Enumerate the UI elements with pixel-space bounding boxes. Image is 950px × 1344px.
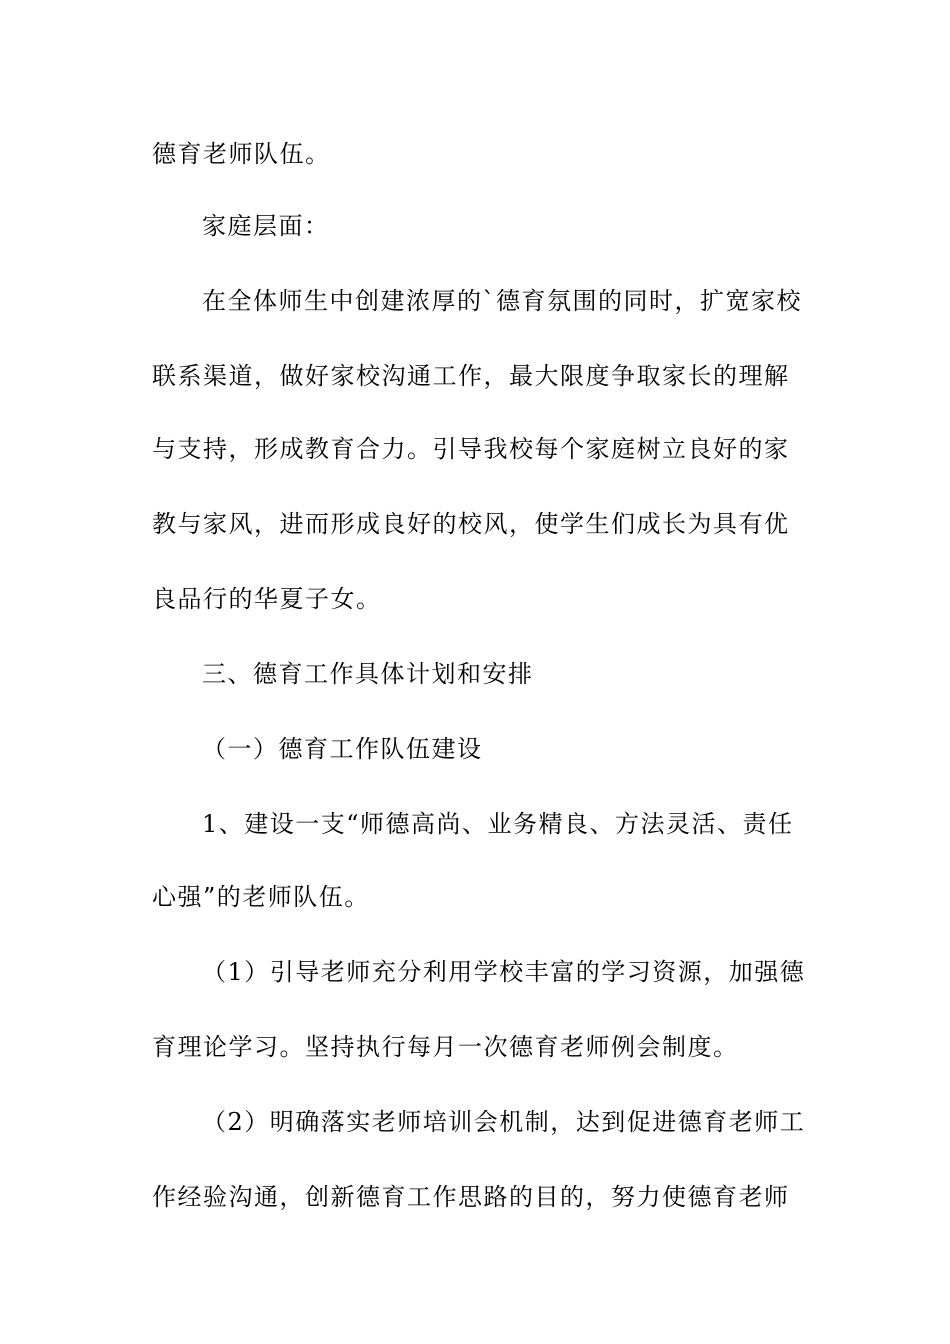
section-heading-family: 家庭层面： — [202, 212, 330, 240]
text-line-1: 德育老师队伍。 — [152, 140, 331, 168]
text-line-10: 1、建设一支“师德高尚、业务精良、方法灵活、责任 — [202, 810, 794, 838]
text-line-6: 教与家风，进而形成良好的校风，使学生们成长为具有优 — [152, 510, 790, 538]
subsection-heading-one: （一）德育工作队伍建设 — [202, 735, 483, 763]
text-line-3: 在全体师生中创建浓厚的`德育氛围的同时，扩宽家校 — [202, 287, 802, 315]
text-line-15: 作经验沟通，创新德育工作思路的目的，努力使德育老师 — [152, 1183, 790, 1211]
text-line-13: 育理论学习。坚持执行每月一次德育老师例会制度。 — [152, 1033, 739, 1061]
text-line-5: 与支持，形成教育合力。引导我校每个家庭树立良好的家 — [152, 435, 790, 463]
text-line-7: 良品行的华夏子女。 — [152, 585, 382, 613]
text-line-14: （2）明确落实老师培训会机制，达到促进德育老师工 — [202, 1108, 806, 1136]
text-line-12: （1）引导老师充分利用学校丰富的学习资源，加强德 — [202, 958, 806, 986]
section-heading-three: 三、德育工作具体计划和安排 — [202, 660, 534, 688]
text-line-11: 心强”的老师队伍。 — [152, 883, 370, 911]
text-line-4: 联系渠道，做好家校沟通工作，最大限度争取家长的理解 — [152, 362, 790, 390]
